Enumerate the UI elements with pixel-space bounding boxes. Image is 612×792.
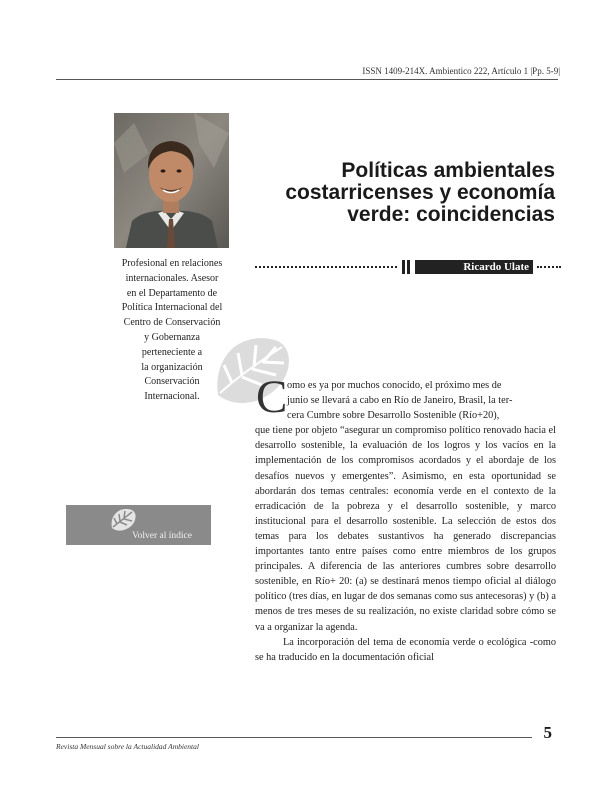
text-line: junio se llevará a cabo en Río de Janeiro, Brasil, la ter- xyxy=(287,395,513,407)
bio-line: y Gobernanza xyxy=(144,331,200,343)
footer-rule xyxy=(56,737,532,738)
title-line: costarricenses y economía xyxy=(285,181,555,204)
bio-line: Profesional en relaciones xyxy=(121,258,223,269)
bio-line: en el Departamento de xyxy=(126,287,218,299)
bio-line: Política Internacional del xyxy=(121,302,223,314)
issn-header: ISSN 1409-214X. Ambientico 222, Artículo 1 |Pp. 5-9| xyxy=(362,66,560,76)
bio-line: internacionales. Asesor xyxy=(125,272,219,284)
article-title xyxy=(215,160,555,226)
header-rule xyxy=(56,79,558,80)
dotted-rule-right xyxy=(537,266,561,268)
monstera-leaf-icon xyxy=(110,508,136,532)
author-bar xyxy=(255,260,561,274)
back-to-index-label: Volver al índice xyxy=(132,531,192,541)
bio-line: Conservación xyxy=(144,376,200,388)
paragraph: que tiene por objeto “asegurar un compromiso político renovado hacia el desarrollo sostenible, la evaluación de los logros y los vacíos en la implementación de los compromisos acordados y el abordaje de los desafíos nuevos y emergentes”. Asimismo, en esta oportunidad se abordarán dos temas centrales: economía verde en el contexto de la erradicación de la pobreza y el desarrollo sostenible, y marco institucional para el desarrollo sostenible. La selección de estos dos temas para los debates sustantivos ha generado discrepancias importantes tanto entre países como entre miembros de los grupos principales. A diferencia de las anteriores cumbres sobre desarrollo sostenible, en Río+ 20: (a) se destinará menos tiempo oficial al diálogo político (tres días, en lugar de dos semanas como sus antecesoras) y (b) a menos de tres meses de su realización, no existe claridad sobre cómo se va a organizar la agenda. xyxy=(255,425,556,633)
text-line: cera Cumbre sobre Desarrollo Sostenible (Río+20), xyxy=(287,410,500,422)
title-line: Políticas ambientales xyxy=(341,159,555,182)
drop-cap: C xyxy=(256,371,288,423)
paragraph: La incorporación del tema de economía verde o ecológica -como se ha traducido en la documentación oficial xyxy=(255,636,556,663)
article-body xyxy=(255,378,556,665)
bio-line: la organización xyxy=(141,361,203,373)
back-to-index-button[interactable] xyxy=(66,505,211,545)
bio-line: Centro de Conservación xyxy=(123,317,221,329)
bio-line: perteneciente a xyxy=(141,346,203,358)
journal-name: Revista Mensual sobre la Actualidad Ambiental xyxy=(56,742,199,751)
page-number: 5 xyxy=(543,723,552,742)
text-line: omo es ya por muchos conocido, el próximo mes de xyxy=(287,380,502,391)
title-line: verde: coincidencias xyxy=(347,203,555,226)
author-photo xyxy=(114,113,229,248)
author-name: Ricardo Ulate xyxy=(415,260,533,274)
double-bar-ornament xyxy=(402,260,410,274)
bio-line: Internacional. xyxy=(144,391,200,403)
dotted-rule-left xyxy=(255,266,397,268)
